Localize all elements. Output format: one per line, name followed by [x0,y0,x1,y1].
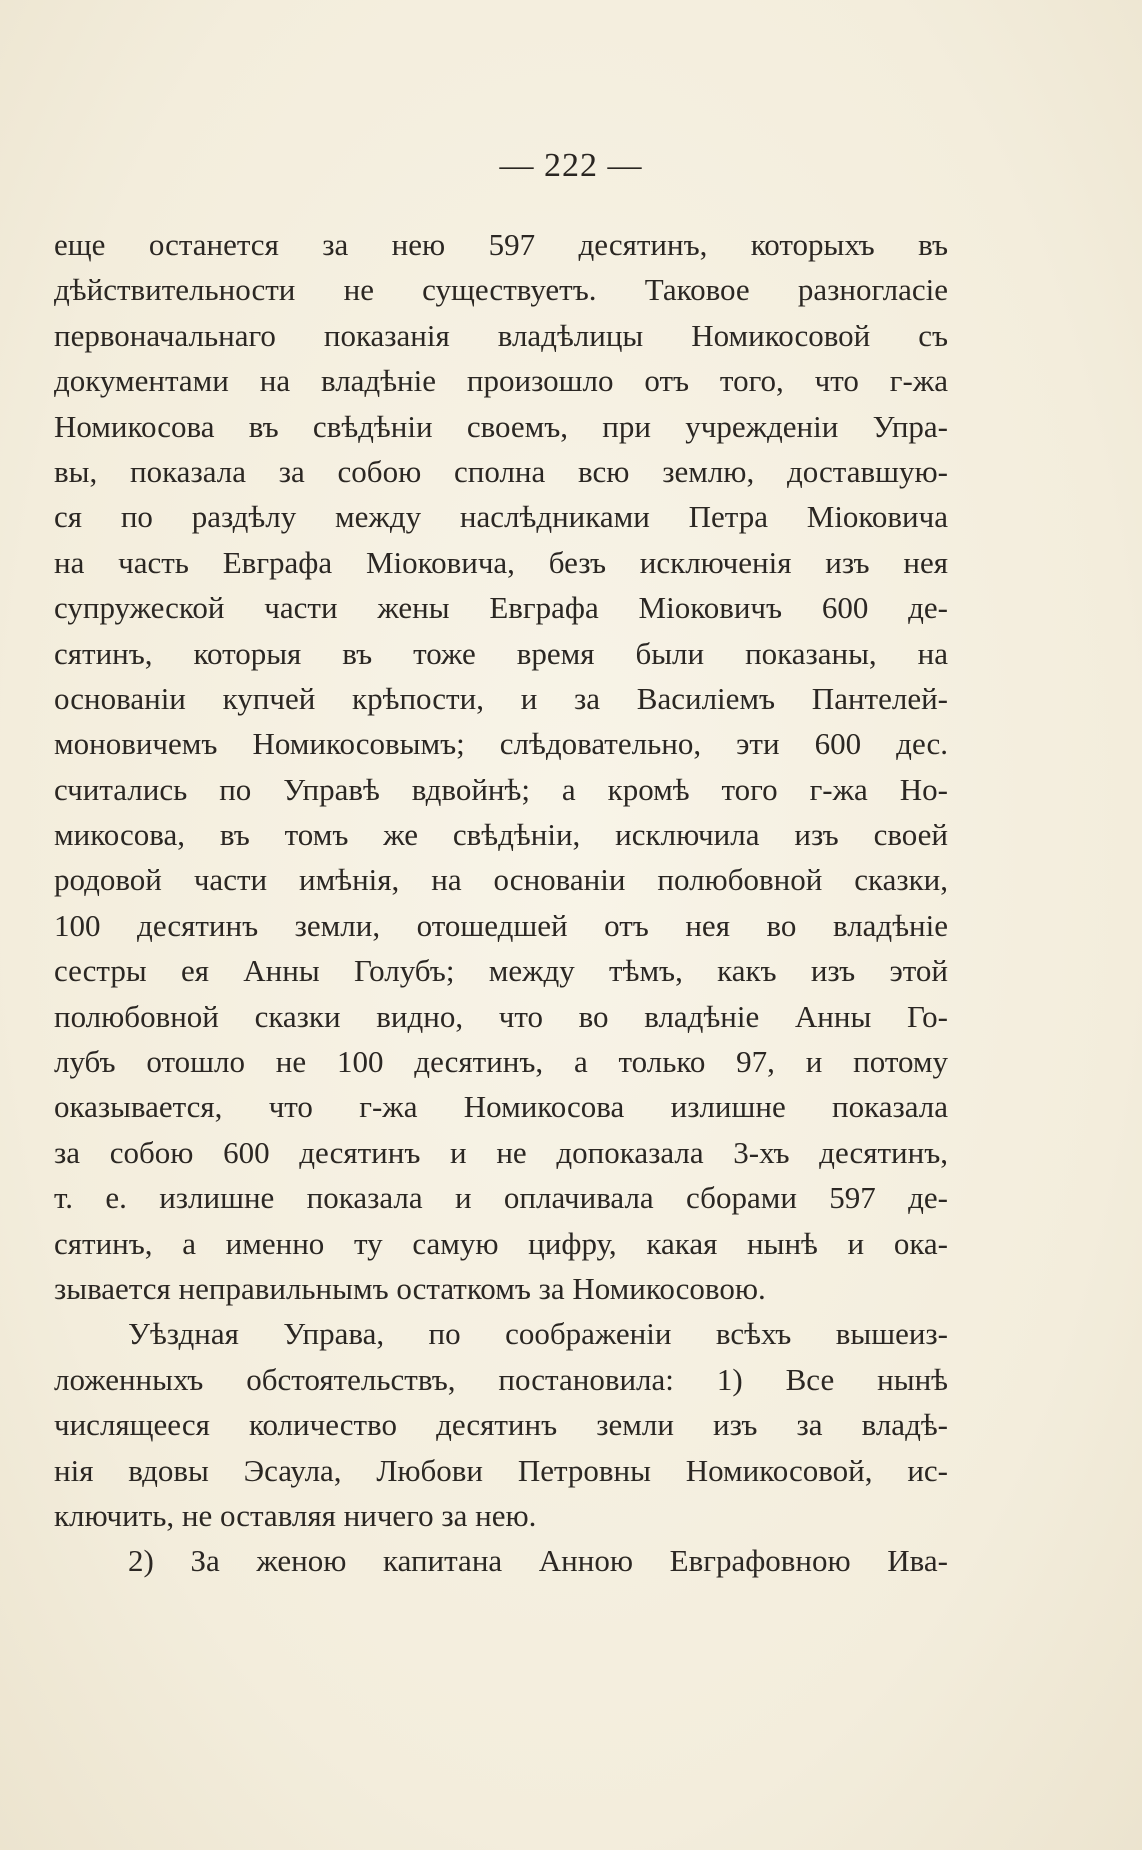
text-line: лубъ отошло не 100 десятинъ, а только 97, и потому [54,1044,948,1080]
page-number: — 222 — [499,147,643,184]
text-line: документами на владѣніе произошло отъ того, что г-жа [54,363,948,399]
text-line: супружеской части жены Евграфа Міоковичъ 600 де- [54,590,948,626]
text-line: 2) За женою капитана Анною Евграфовною Ива- [128,1543,948,1579]
text-line: ся по раздѣлу между наслѣдниками Петра Міоковича [54,499,948,535]
text-line: ложенныхъ обстоятельствъ, постановила: 1) Все нынѣ [54,1361,948,1397]
text-line: на часть Евграфа Міоковича, безъ исключенія изъ нея [54,544,948,580]
text-line: зывается неправильнымъ остаткомъ за Номикосовою. [54,1270,766,1306]
body-text [54,222,948,1584]
text-line: Номикосова въ свѣдѣніи своемъ, при учрежденіи Упра- [54,408,948,444]
text-line: сятинъ, которыя въ тоже время были показаны, на [54,635,948,671]
text-line: вы, показала за собою сполна всю землю, доставшую- [54,453,948,489]
text-line: еще останется за нею 597 десятинъ, которыхъ въ [54,227,948,262]
text-line: моновичемъ Номикосовымъ; слѣдовательно, эти 600 дес. [54,726,948,762]
text-line: дѣйствительности не существуетъ. Таковое разногласіе [54,272,948,308]
text-line: сятинъ, а именно ту самую цифру, какая нынѣ и ока- [54,1225,948,1261]
text-line: оказывается, что г-жа Номикосова излишне показала [54,1089,948,1125]
text-line: первоначальнаго показанія владѣлицы Номикосовой съ [54,317,948,353]
text-line: микосова, въ томъ же свѣдѣніи, исключила изъ своей [54,817,948,853]
text-line: за собою 600 десятинъ и не допоказала 3-хъ десятинъ, [54,1134,948,1170]
text-line: считались по Управѣ вдвойнѣ; а кромѣ того г-жа Но- [54,771,948,807]
text-line: т. е. излишне показала и оплачивала сборами 597 де- [54,1180,948,1216]
text-line: ключить, не оставляя ничего за нею. [54,1497,537,1533]
text-line: сестры ея Анны Голубъ; между тѣмъ, какъ изъ этой [54,953,948,989]
text-line: нія вдовы Эсаула, Любови Петровны Номикосовой, ис- [54,1452,948,1488]
text-line: полюбовной сказки видно, что во владѣніе Анны Го- [54,998,948,1034]
text-line: 100 десятинъ земли, отошедшей отъ нея во владѣніе [54,907,948,943]
text-line: основаніи купчей крѣпости, и за Василіемъ Пантелей- [54,680,948,716]
text-line: родовой части имѣнія, на основаніи полюбовной сказки, [54,862,948,898]
text-line: числящееся количество десятинъ земли изъ за владѣ- [54,1407,948,1443]
text-line: Уѣздная Управа, по соображеніи всѣхъ вышеиз- [128,1316,948,1352]
